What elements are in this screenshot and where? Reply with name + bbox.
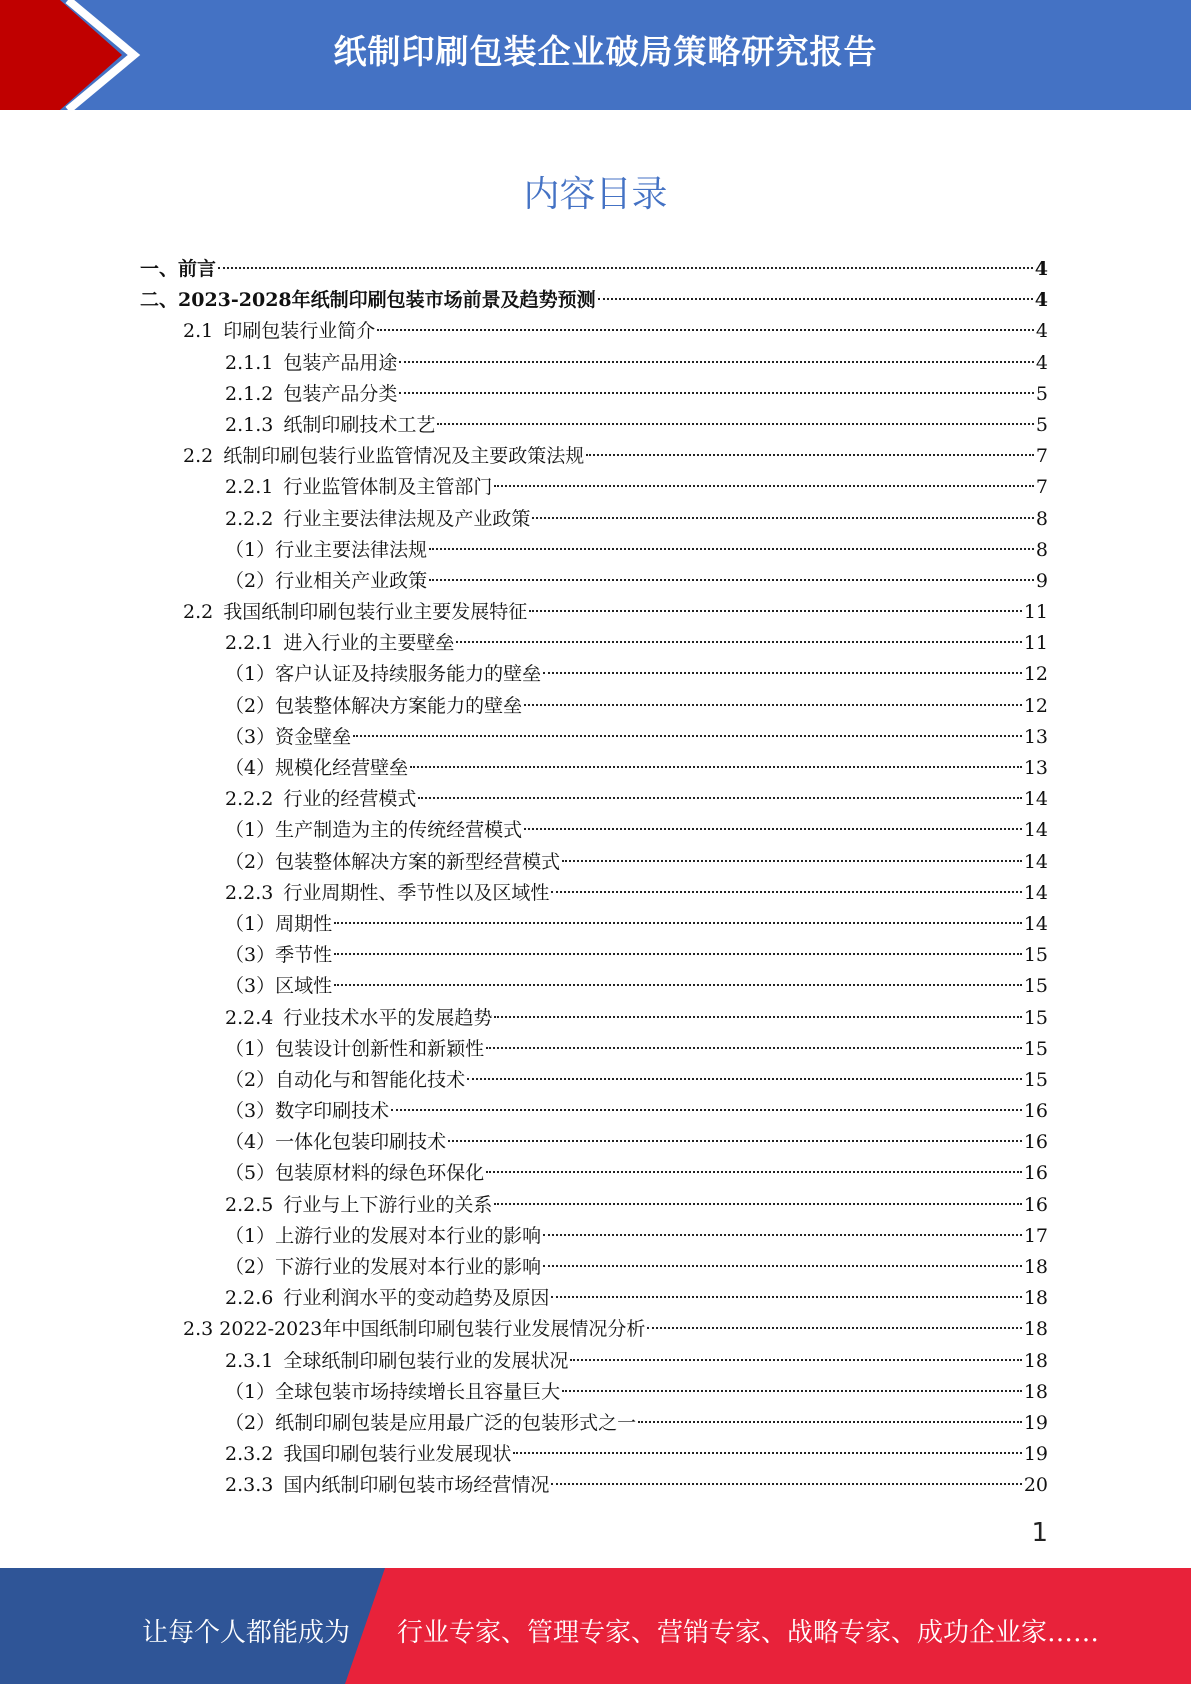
toc-entry-page: 15 (1023, 944, 1048, 967)
toc-entry-page: 11 (1023, 601, 1048, 624)
toc-entry-number: 2.2 (183, 445, 214, 468)
toc-leader-dots (543, 672, 1022, 674)
toc-entry[interactable] (140, 1003, 1048, 1034)
toc-entry[interactable] (140, 878, 1048, 909)
toc-leader-dots (334, 953, 1022, 955)
toc-entry-title: 纸制印刷技术工艺 (283, 413, 436, 436)
toc-entry[interactable] (140, 316, 1048, 347)
toc-entry-title: （4）一体化包装印刷技术 (225, 1131, 447, 1154)
toc-entry-number: 2.3.3 (225, 1474, 274, 1497)
toc-entry[interactable] (140, 909, 1048, 940)
toc-entry-page: 19 (1023, 1443, 1048, 1466)
header-title: 纸制印刷包装企业破局策略研究报告 (333, 32, 878, 71)
toc-entry[interactable] (140, 472, 1048, 503)
toc-leader-dots (586, 454, 1034, 456)
toc-entry-number: 2.2.4 (225, 1006, 274, 1029)
toc-entry-title: 我国纸制印刷包装行业主要发展特征 (223, 601, 528, 624)
toc-leader-dots (486, 1047, 1022, 1049)
toc-leader-dots (513, 1452, 1021, 1454)
header-banner (0, 0, 1191, 110)
toc-entry-page: 16 (1023, 1131, 1048, 1154)
toc-entry-title: 纸制印刷包装行业监管情况及主要政策法规 (223, 445, 585, 468)
toc-entry[interactable] (140, 1470, 1048, 1501)
toc-entry[interactable] (140, 722, 1048, 753)
toc-entry[interactable] (140, 1439, 1048, 1470)
toc-entry[interactable] (140, 441, 1048, 472)
toc-leader-dots (543, 1234, 1022, 1236)
table-of-contents (140, 254, 1048, 1502)
toc-leader-dots (524, 704, 1022, 706)
toc-leader-dots (418, 797, 1021, 799)
toc-entry-title: 进入行业的主要壁垒 (283, 632, 455, 655)
toc-entry-number: 2.3.1 (225, 1349, 274, 1372)
toc-entry[interactable] (140, 254, 1048, 285)
toc-entry-title: （2）自动化与和智能化技术 (225, 1068, 466, 1091)
toc-entry-title: 一、前言 (140, 258, 217, 280)
toc-leader-dots (562, 860, 1022, 862)
toc-leader-dots (353, 735, 1022, 737)
toc-entry-number: 2.2.3 (225, 881, 274, 904)
toc-entry-title: 我国印刷包装行业发展现状 (283, 1443, 512, 1466)
toc-entry[interactable] (140, 285, 1048, 316)
toc-leader-dots (429, 548, 1034, 550)
toc-entry-page: 4 (1035, 320, 1048, 343)
toc-entry-title: 二、2023-2028年纸制印刷包装市场前景及趋势预测 (140, 289, 596, 312)
footer-slogan-left: 让每个人都能成为 (142, 1618, 351, 1648)
toc-leader-dots (570, 1359, 1021, 1361)
toc-entry-title: 行业技术水平的发展趋势 (283, 1006, 493, 1029)
toc-entry-page: 15 (1023, 1006, 1048, 1029)
toc-entry-title: 国内纸制印刷包装市场经营情况 (283, 1474, 550, 1497)
toc-entry[interactable] (140, 815, 1048, 846)
toc-entry-page: 18 (1023, 1256, 1048, 1278)
toc-entry-number: 2.3.2 (225, 1443, 274, 1466)
toc-leader-dots (456, 641, 1021, 643)
toc-entry[interactable] (140, 566, 1048, 597)
toc-entry-title: 印刷包装行业简介 (223, 320, 376, 343)
toc-entry-page: 12 (1023, 663, 1048, 686)
toc-entry-page: 14 (1023, 850, 1048, 873)
toc-entry-page: 15 (1023, 975, 1048, 998)
toc-entry-page: 15 (1023, 1068, 1048, 1091)
toc-entry-page: 14 (1023, 788, 1048, 811)
toc-entry[interactable] (140, 1314, 1048, 1345)
toc-entry-number: 2.2.5 (225, 1193, 274, 1216)
toc-entry[interactable] (140, 535, 1048, 566)
toc-entry-title: 行业与上下游行业的关系 (283, 1193, 493, 1216)
toc-entry-title: （5）包装原材料的绿色环保化 (225, 1162, 485, 1185)
toc-entry-page: 13 (1023, 725, 1048, 748)
toc-entry[interactable] (140, 348, 1048, 379)
toc-leader-dots (524, 828, 1022, 830)
toc-entry-title: （1）上游行业的发展对本行业的影响 (225, 1224, 542, 1247)
footer-banner (0, 1568, 1191, 1684)
toc-entry[interactable] (140, 1158, 1048, 1189)
toc-entry[interactable] (140, 1408, 1048, 1439)
toc-entry[interactable] (140, 1190, 1048, 1221)
toc-entry-title: （1）生产制造为主的传统经营模式 (225, 819, 523, 842)
toc-leader-dots (334, 984, 1022, 986)
toc-entry-title: 行业周期性、季节性以及区域性 (283, 881, 550, 904)
toc-entry[interactable] (140, 1127, 1048, 1158)
toc-leader-dots (647, 1327, 1021, 1329)
toc-entry-page: 19 (1023, 1411, 1048, 1434)
toc-entry-page: 11 (1023, 632, 1048, 655)
toc-entry[interactable] (140, 1221, 1048, 1252)
toc-entry-page: 14 (1023, 912, 1048, 935)
toc-entry-title: 包装产品分类 (283, 382, 398, 405)
toc-leader-dots (377, 329, 1034, 331)
toc-entry-page: 7 (1035, 445, 1048, 468)
toc-entry-number: 2.2.2 (225, 788, 274, 811)
toc-entry-page: 7 (1035, 476, 1048, 499)
toc-entry-page: 14 (1023, 819, 1048, 842)
toc-entry[interactable] (140, 410, 1048, 441)
toc-entry-number: 2.2.1 (225, 632, 274, 655)
toc-entry-title: （3）季节性 (225, 944, 333, 967)
toc-entry[interactable] (140, 659, 1048, 690)
toc-entry[interactable] (140, 940, 1048, 971)
toc-leader-dots (598, 298, 1033, 300)
toc-entry-page: 18 (1023, 1287, 1048, 1310)
toc-entry[interactable] (140, 1377, 1048, 1408)
toc-entry-page: 5 (1035, 413, 1048, 436)
toc-entry-title: 全球纸制印刷包装行业的发展状况 (283, 1349, 569, 1372)
toc-entry-title: 行业的经营模式 (283, 788, 417, 811)
toc-leader-dots (551, 1296, 1021, 1298)
toc-entry[interactable] (140, 971, 1048, 1002)
toc-entry-title: 行业主要法律法规及产业政策 (283, 507, 531, 530)
toc-entry-title: （1）全球包装市场持续增长且容量巨大 (225, 1380, 561, 1403)
toc-entry-page: 20 (1023, 1474, 1048, 1497)
toc-entry-page: 4 (1034, 258, 1048, 280)
toc-entry-title: （1）周期性 (225, 912, 333, 935)
toc-entry-title: （1）客户认证及持续服务能力的壁垒 (225, 663, 542, 686)
toc-entry-page: 8 (1035, 538, 1048, 561)
toc-entry-title: （3）区域性 (225, 975, 333, 998)
toc-leader-dots (543, 1265, 1022, 1267)
toc-entry-page: 5 (1035, 382, 1048, 405)
toc-entry[interactable] (140, 1065, 1048, 1096)
toc-leader-dots (399, 392, 1034, 394)
toc-entry-page: 16 (1023, 1162, 1048, 1185)
toc-entry-title: （2）下游行业的发展对本行业的影响 (225, 1256, 542, 1278)
toc-entry[interactable] (140, 753, 1048, 784)
toc-entry-page: 14 (1023, 881, 1048, 904)
toc-entry-title: （2）纸制印刷包装是应用最广泛的包装形式之一 (225, 1411, 637, 1434)
toc-entry-title: （2）包装整体解决方案的新型经营模式 (225, 850, 561, 873)
toc-entry-number: 2.1.1 (225, 351, 274, 374)
toc-leader-dots (551, 1483, 1021, 1485)
toc-entry[interactable] (140, 691, 1048, 722)
toc-leader-dots (532, 517, 1034, 519)
toc-entry-title: （1）行业主要法律法规 (225, 538, 428, 561)
toc-entry-page: 18 (1023, 1349, 1048, 1372)
toc-entry-title: （1）包装设计创新性和新颖性 (225, 1037, 485, 1060)
toc-entry[interactable] (140, 1283, 1048, 1314)
toc-leader-dots (429, 579, 1034, 581)
toc-entry-page: 9 (1035, 569, 1048, 592)
toc-entry-page: 8 (1035, 507, 1048, 530)
toc-entry-title: （2）行业相关产业政策 (225, 569, 428, 592)
toc-entry-number: 2.2 (183, 601, 214, 624)
toc-entry-page: 17 (1023, 1224, 1048, 1247)
toc-entry-page: 4 (1035, 351, 1048, 374)
toc-entry-title: 包装产品用途 (283, 351, 398, 374)
toc-entry-page: 13 (1023, 757, 1048, 779)
toc-entry-title: （4）规模化经营壁垒 (225, 757, 409, 779)
toc-entry-title: （3）数字印刷技术 (225, 1100, 390, 1123)
toc-entry-page: 12 (1023, 694, 1048, 717)
toc-entry[interactable] (140, 504, 1048, 535)
toc-entry-number: 2.2.6 (225, 1287, 274, 1310)
page-title: 内容目录 (523, 174, 668, 215)
toc-entry-title: 2.3 2022-2023年中国纸制印刷包装行业发展情况分析 (183, 1318, 646, 1341)
toc-leader-dots (529, 610, 1022, 612)
toc-entry-page: 16 (1023, 1193, 1048, 1216)
toc-entry[interactable] (140, 1034, 1048, 1065)
toc-entry-number: 2.1 (183, 320, 214, 343)
toc-entry[interactable] (140, 847, 1048, 878)
toc-entry-number: 2.2.2 (225, 507, 274, 530)
toc-entry[interactable] (140, 379, 1048, 410)
toc-leader-dots (218, 267, 1033, 269)
toc-entry-number: 2.1.2 (225, 382, 274, 405)
toc-entry-page: 18 (1023, 1318, 1048, 1341)
toc-leader-dots (467, 1078, 1022, 1080)
toc-entry[interactable] (140, 1346, 1048, 1377)
toc-entry-page: 18 (1023, 1380, 1048, 1403)
page-number: 1 (1031, 1518, 1048, 1548)
toc-leader-dots (334, 922, 1022, 924)
toc-leader-dots (551, 891, 1021, 893)
toc-entry[interactable] (140, 784, 1048, 815)
toc-entry[interactable] (140, 628, 1048, 659)
toc-entry[interactable] (140, 597, 1048, 628)
toc-leader-dots (494, 1203, 1021, 1205)
toc-entry-title: （3）资金壁垒 (225, 725, 352, 748)
toc-entry-title: （2）包装整体解决方案能力的壁垒 (225, 694, 523, 717)
toc-leader-dots (562, 1390, 1022, 1392)
toc-leader-dots (486, 1171, 1022, 1173)
toc-entry-page: 4 (1034, 289, 1048, 312)
toc-entry-page: 16 (1023, 1100, 1048, 1123)
toc-leader-dots (399, 361, 1034, 363)
toc-leader-dots (494, 1016, 1021, 1018)
toc-entry-title: 行业利润水平的变动趋势及原因 (283, 1287, 550, 1310)
toc-leader-dots (410, 766, 1022, 768)
toc-leader-dots (437, 423, 1034, 425)
toc-leader-dots (494, 485, 1034, 487)
toc-entry[interactable] (140, 1096, 1048, 1127)
toc-entry-number: 2.2.1 (225, 476, 274, 499)
toc-entry-page: 15 (1023, 1037, 1048, 1060)
footer-slogan-right: 行业专家、管理专家、营销专家、战略专家、成功企业家…… (397, 1618, 1100, 1648)
toc-leader-dots (638, 1421, 1022, 1423)
toc-entry[interactable] (140, 1252, 1048, 1283)
toc-entry-number: 2.1.3 (225, 413, 274, 436)
toc-leader-dots (448, 1140, 1022, 1142)
toc-leader-dots (391, 1109, 1022, 1111)
toc-entry-title: 行业监管体制及主管部门 (283, 476, 493, 499)
